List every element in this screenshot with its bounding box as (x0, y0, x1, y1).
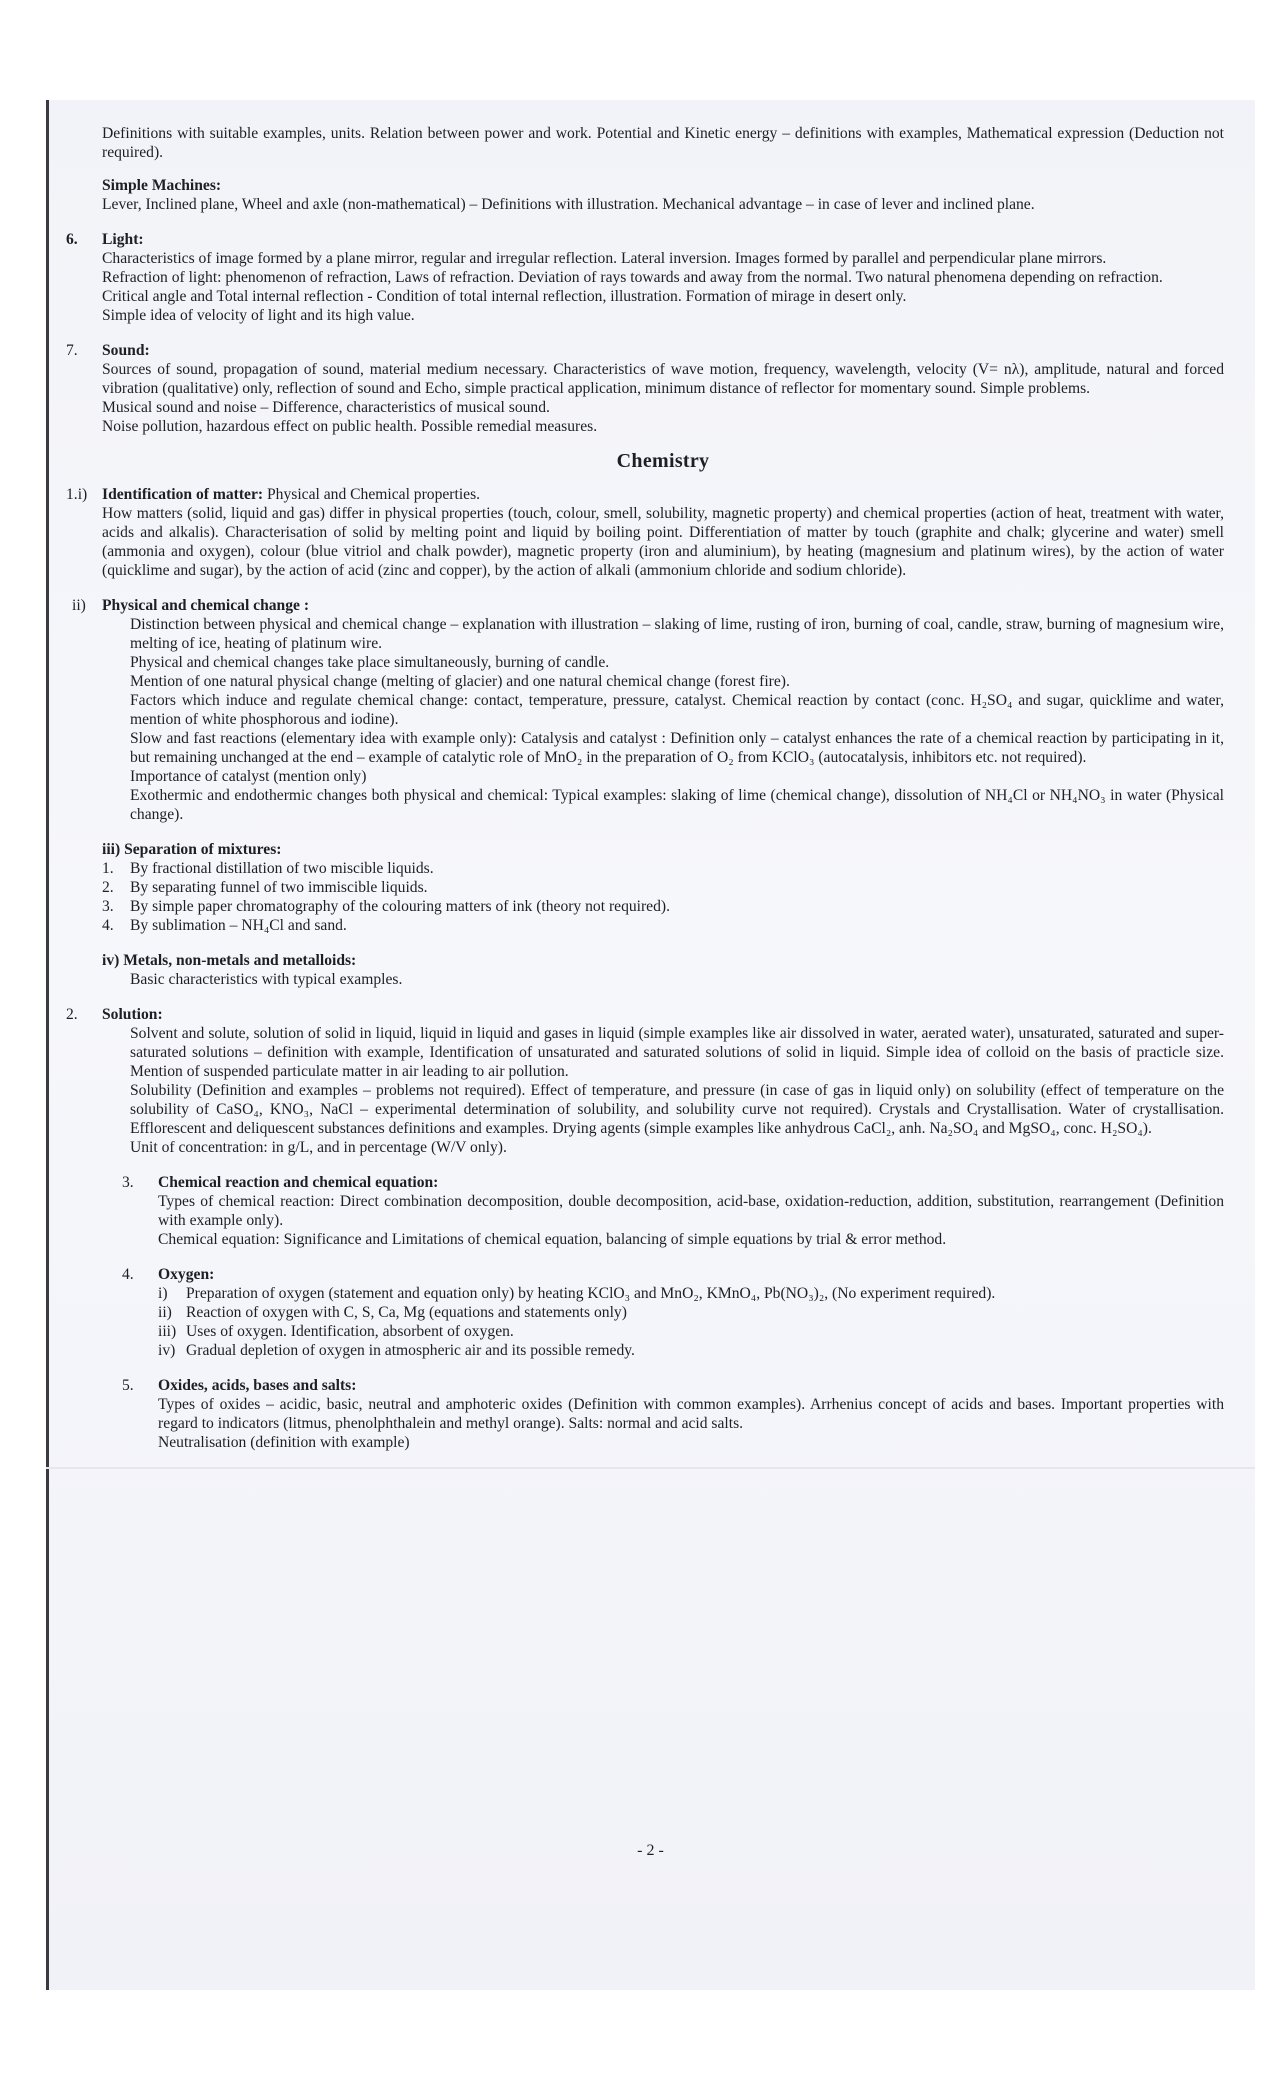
sound-heading: Sound: (102, 342, 150, 359)
metals-section (102, 951, 1224, 989)
intro-paragraph: Definitions with suitable examples, units. Relation between power and work. Potential and Kinetic energy – definitions with examples, Mathematical expression (Deduction not required). (102, 125, 1224, 161)
identification-number: 1.i) (66, 486, 88, 503)
reaction-line: Types of chemical reaction: Direct combination decomposition, double decomposition, acid-base, oxidation-reduction, addition, substitution, rearrangement (Definition with example only). (158, 1193, 1224, 1229)
oxides-number: 5. (122, 1377, 134, 1394)
list-marker: ii) (158, 1304, 172, 1321)
oxygen-heading: Oxygen: (158, 1266, 215, 1283)
oxides-section (122, 1376, 1224, 1452)
sound-section (66, 341, 1224, 436)
solution-number: 2. (66, 1006, 78, 1023)
work-energy-section (102, 124, 1224, 162)
list-item: Gradual depletion of oxygen in atmospheric air and its possible remedy. (186, 1342, 635, 1359)
physical-change-line: Mention of one natural physical change (melting of glacier) and one natural chemical change (forest fire). (130, 673, 790, 690)
list-item: Reaction of oxygen with C, S, Ca, Mg (equations and statements only) (186, 1304, 627, 1321)
reaction-heading: Chemical reaction and chemical equation: (158, 1174, 439, 1191)
physical-change-line: Factors which induce and regulate chemical change: contact, temperature, pressure, catalyst. Chemical reaction by contact (conc. H₂SO₄ and sugar, quicklime and water, mention of white phosphorous and iodine). (130, 692, 1224, 728)
physical-change-line: Physical and chemical changes take place simultaneously, burning of candle. (130, 654, 610, 671)
list-item: By separating funnel of two immiscible liquids. (130, 879, 428, 896)
physical-change-line: Importance of catalyst (mention only) (130, 768, 367, 785)
physical-change-line: Distinction between physical and chemical change – explanation with illustration – slaking of lime, rusting of iron, burning of coal, candle, straw, burning of magnesium wire, melting of ice, heating of platinum wire. (130, 616, 1224, 652)
chemistry-title: Chemistry (616, 450, 710, 472)
identification-section (66, 485, 1224, 580)
simple-machines-text: Lever, Inclined plane, Wheel and axle (non-mathematical) – Definitions with illustration. Mechanical advantage – in case of lever and inclined plane. (102, 196, 1035, 213)
document-body (66, 124, 1224, 1468)
scanned-page (46, 100, 1255, 1990)
identification-heading: Identification of matter: (102, 486, 264, 503)
list-item: By fractional distillation of two miscible liquids. (130, 860, 434, 877)
list-marker: 3. (102, 898, 114, 915)
oxygen-section (122, 1265, 1224, 1360)
physical-change-line: Exothermic and endothermic changes both physical and chemical: Typical examples: slaking of lime (chemical change), dissolution of NH₄Cl or NH₄NO₃ in water (Physical change). (130, 787, 1224, 823)
list-marker: 4. (102, 917, 114, 934)
page-number: - 2 - (637, 1842, 664, 1859)
oxides-heading: Oxides, acids, bases and salts: (158, 1377, 357, 1394)
simple-machines-section (102, 176, 1224, 214)
reaction-line: Chemical equation: Significance and Limitations of chemical equation, balancing of simple equations by trial & error method. (158, 1231, 947, 1248)
identification-heading-rest: Physical and Chemical properties. (263, 486, 481, 503)
solution-line: Solvent and solute, solution of solid in liquid, liquid in liquid and gases in liquid (simple examples like air dissolved in water, aerated water), unsaturated, saturated and super-saturated solutions – definition with example, Identification of unsaturated and saturated solutions of solid in liquid. Simple idea of colloid on the basis of practicle size. Mention of suspended particulate matter in air leading to air pollution. (130, 1025, 1224, 1080)
reaction-section (122, 1173, 1224, 1249)
list-marker: 2. (102, 879, 114, 896)
identification-text: How matters (solid, liquid and gas) differ in physical properties (touch, colour, smell, solubility, magnetic property) and chemical properties (action of heat, treatment with water, acids and alkalis). Characterisation of solid by melting point and liquid by boiling point. Differentiation of matter by touch (graphite and chalk; glycerine and water) smell (ammonia and oxygen), colour (blue vitriol and chalk powder), magnetic property (iron and aluminium), by heating (magnesium and platinum wires), by the action of water (quicklime and sugar), by the action of acid (zinc and copper), by the action of alkali (ammonium chloride and sodium chloride). (102, 505, 1224, 579)
light-line: Simple idea of velocity of light and its high value. (102, 307, 415, 324)
light-number: 6. (66, 231, 78, 248)
list-marker: 1. (102, 860, 114, 877)
solution-line: Unit of concentration: in g/L, and in percentage (W/V only). (130, 1139, 507, 1156)
sound-line: Sources of sound, propagation of sound, material medium necessary. Characteristics of wave motion, frequency, wavelength, velocity (V= nλ), amplitude, natural and forced vibration (qualitative) only, reflection of sound and Echo, simple practical application, minimum distance of reflector for momentary sound. Simple problems. (102, 361, 1224, 397)
simple-machines-heading: Simple Machines: (102, 177, 222, 194)
light-section (66, 230, 1224, 325)
metals-heading: iv) Metals, non-metals and metalloids: (102, 952, 357, 969)
physical-change-heading: Physical and chemical change : (102, 597, 310, 614)
solution-section (66, 1005, 1224, 1157)
solution-line: Solubility (Definition and examples – problems not required). Effect of temperature, and pressure (in case of gas in liquid only) on solubility (effect of temperature on the solubility of CaSO₄, KNO₃, NaCl – experimental determination of solubility, and solubility curve not required). Crystals and Crystallisation. Water of crystallisation. Efflorescent and deliquescent substances definitions and examples. Drying agents (simple examples like anhydrous CaCl₂, anh. Na₂SO₄ and MgSO₄, conc. H₂SO₄). (130, 1082, 1224, 1137)
light-heading: Light: (102, 231, 144, 248)
solution-heading: Solution: (102, 1006, 163, 1023)
list-item: Uses of oxygen. Identification, absorbent of oxygen. (186, 1323, 514, 1340)
list-marker: iv) (158, 1342, 176, 1359)
separation-heading: iii) Separation of mixtures: (102, 841, 282, 858)
sound-line: Noise pollution, hazardous effect on public health. Possible remedial measures. (102, 418, 598, 435)
oxides-line: Neutralisation (definition with example) (158, 1434, 410, 1451)
list-item: By sublimation – NH₄Cl and sand. (130, 917, 347, 934)
oxides-line: Types of oxides – acidic, basic, neutral and amphoteric oxides (Definition with common examples). Arrhenius concept of acids and bases. Important properties with regard to indicators (litmus, phenolphthalein and methyl orange). Salts: normal and acid salts. (158, 1396, 1224, 1432)
light-line: Refraction of light: phenomenon of refraction, Laws of refraction. Deviation of rays towards and away from the normal. Two natural phenomena depending on refraction. (102, 269, 1163, 286)
light-line: Critical angle and Total internal reflection - Condition of total internal reflection, illustration. Formation of mirage in desert only. (102, 288, 907, 305)
reaction-number: 3. (122, 1174, 134, 1191)
physical-change-line: Slow and fast reactions (elementary idea with example only): Catalysis and catalyst : Definition only – catalyst enhances the rate of a chemical reaction by participating in it, but remaining unchanged at the end – example of catalytic role of MnO₂ in the preparation of O₂ from KClO₃ (autocatalysis, inhibitors etc. not required). (130, 730, 1224, 766)
list-item: By simple paper chromatography of the colouring matters of ink (theory not required). (130, 898, 670, 915)
metals-text: Basic characteristics with typical examples. (130, 971, 403, 988)
light-line: Characteristics of image formed by a plane mirror, regular and irregular reflection. Lateral inversion. Images formed by parallel and perpendicular plane mirrors. (102, 250, 1107, 267)
scan-shadow-edge (46, 100, 49, 1990)
sound-line: Musical sound and noise – Difference, characteristics of musical sound. (102, 399, 550, 416)
sound-number: 7. (66, 342, 78, 359)
oxygen-number: 4. (122, 1266, 134, 1283)
list-marker: i) (158, 1285, 168, 1302)
list-item: Preparation of oxygen (statement and equation only) by heating KClO₃ and MnO₂, KMnO₄, Pb(NO₃)₂, (No experiment required). (186, 1285, 996, 1302)
physical-change-section (72, 596, 1224, 824)
separation-section (102, 840, 1224, 935)
list-marker: iii) (158, 1323, 177, 1340)
physical-change-number: ii) (72, 597, 86, 614)
